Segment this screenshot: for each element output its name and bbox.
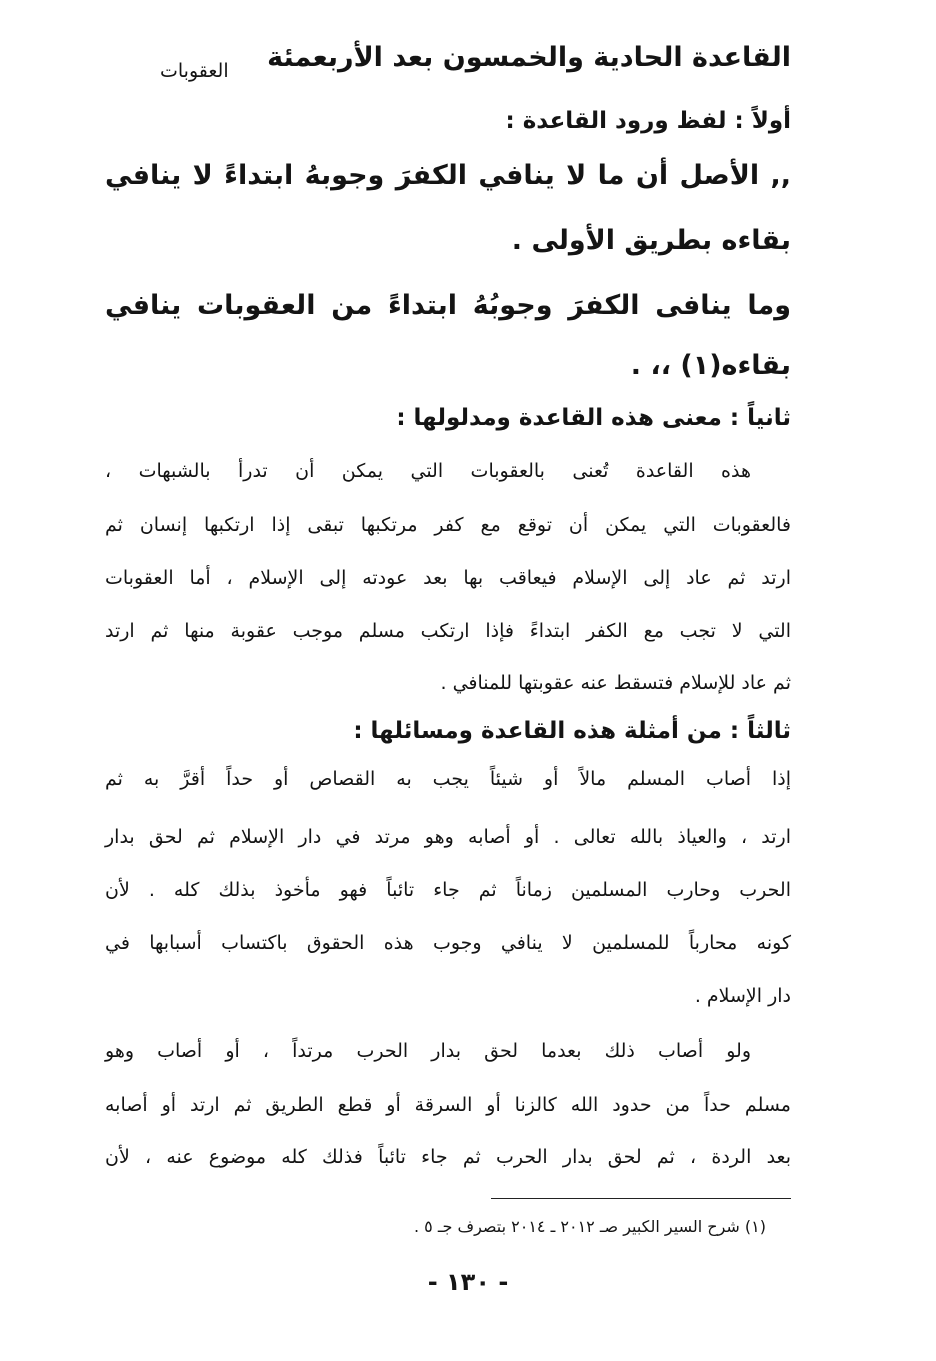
paragraph-line: كونه محارباً للمسلمين لا ينافي وجوب هذه الحقوق باكتساب أسبابها في: [105, 932, 791, 954]
paragraph-line: مسلم حداً من حدود الله كالزنا أو السرقة أو قطع الطريق ثم ارتد أو أصابه: [105, 1094, 791, 1116]
paragraph-line: ولو أصاب ذلك بعدما لحق بدار الحرب مرتداً ، أو أصاب وهو: [105, 1040, 751, 1062]
rule-text-line: ,, الأصل أن ما لا ينافي الكفرَ وجوبهُ ابتداءً لا ينافي: [105, 160, 791, 191]
section-heading-3: ثالثاً : من أمثلة هذه القاعدة ومسائلها :: [353, 718, 791, 744]
paragraph-line: فالعقوبات التي يمكن أن توقع مع كفر مرتكبها تبقى إذا ارتكبها إنسان ثم: [105, 514, 791, 536]
rule-text-line: بقاءه بطريق الأولى .: [511, 225, 791, 256]
paragraph-line: دار الإسلام .: [694, 985, 791, 1007]
paragraph-line: التي لا تجب مع الكفر ابتداءً فإذا ارتكب مسلم موجب عقوبة منها ثم ارتد: [105, 620, 791, 642]
rule-text-line: وما ينافى الكفرَ وجوبُهُ ابتداءً من العقوبات ينافي: [105, 290, 791, 321]
section-heading-2: ثانياً : معنى هذه القاعدة ومدلولها :: [396, 405, 791, 431]
running-header-section: العقوبات: [160, 60, 229, 82]
paragraph-line: بعد الردة ، ثم لحق بدار الحرب ثم جاء تائباً فذلك كله موضوع عنه ، لأن: [105, 1146, 791, 1168]
footnote: (١) شرح السير الكبير صـ ٢٠١٢ ـ ٢٠١٤ بتصرف جـ ٥ .: [413, 1217, 766, 1236]
paragraph-line: ارتد ثم عاد إلى الإسلام فيعاقب بها بعد عودته إلى الإسلام ، أما العقوبات: [105, 567, 791, 589]
paragraph-line: هذه القاعدة تُعنى بالعقوبات التي يمكن أن تدرأ بالشبهات ،: [105, 460, 751, 482]
section-heading-1: أولاً : لفظ ورود القاعدة :: [505, 108, 791, 134]
page-number: - ١٣٠ -: [427, 1268, 509, 1296]
page-title: القاعدة الحادية والخمسون بعد الأربعمئة: [267, 42, 791, 73]
paragraph-line: ثم عاد للإسلام فتسقط عنه عقوبتها للمنافي .: [440, 672, 791, 694]
paragraph-line: ارتد ، والعياذ بالله تعالى . أو أصابه وهو مرتد في دار الإسلام ثم لحق بدار: [105, 826, 791, 848]
paragraph-line: الحرب وحارب المسلمين زماناً ثم جاء تائباً فهو مأخوذ بذلك كله . لأن: [105, 879, 791, 901]
rule-text-line: بقاءه(١) ،، .: [630, 350, 791, 381]
paragraph-line: إذا أصاب المسلم مالاً أو شيئاً يجب به القصاص أو حداً أقرَّ به ثم: [105, 768, 791, 790]
footnote-divider: [491, 1198, 791, 1199]
